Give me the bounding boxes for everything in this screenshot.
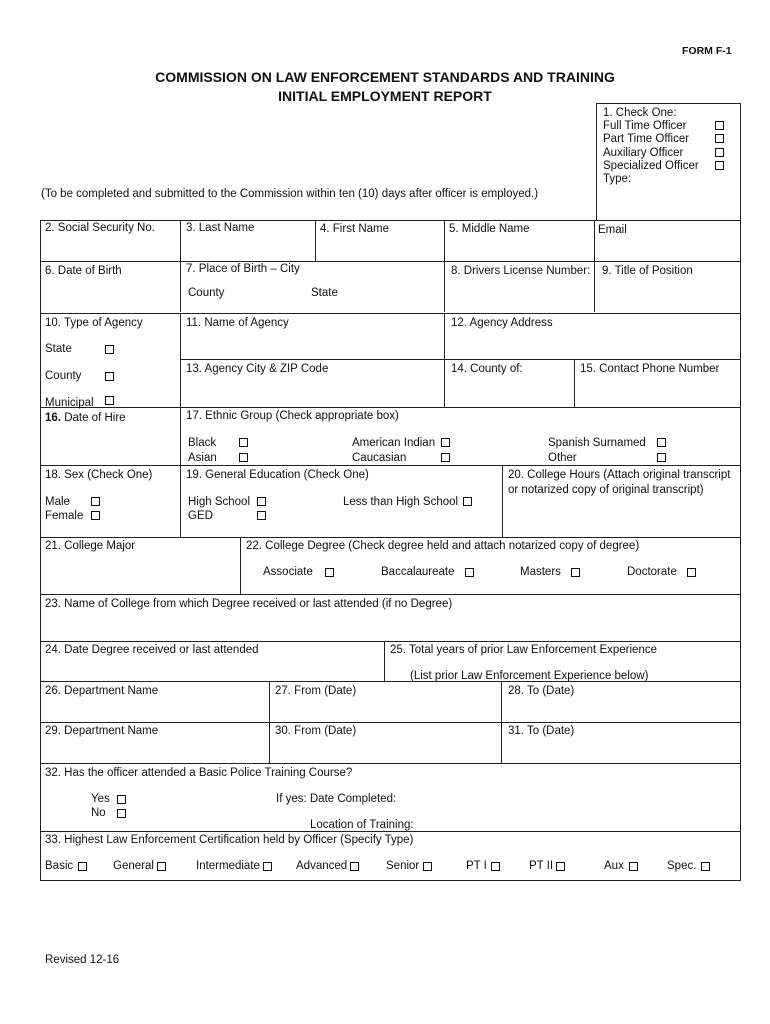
sex-label: 18. Sex (Check One) [45,469,153,481]
col-rule-j [240,537,241,594]
cert-pt1-checkbox[interactable] [491,862,500,871]
agency-county-checkbox[interactable] [105,372,114,381]
cert-intermediate-checkbox[interactable] [263,862,272,871]
cert-basic-label: Basic [45,860,74,872]
col-rule-k [384,641,385,681]
check-one-label: 1. Check One: [603,107,677,119]
col-rule-i [502,465,503,537]
row-rule-3 [40,313,741,314]
col-rule-f [444,313,445,407]
row-rule-6 [40,465,741,466]
date-degree-label: 24. Date Degree received or last attended [45,644,259,656]
basic-training-label: 32. Has the officer attended a Basic Police Training Course? [45,767,353,779]
form-id: FORM F-1 [682,45,732,57]
location-of-training-label: Location of Training: [310,819,414,831]
certification-label: 33. Highest Law Enforcement Certification held by Officer (Specify Type) [45,834,414,846]
row-rule-4 [180,359,741,360]
full-time-officer-checkbox[interactable] [715,121,724,130]
sex-female-checkbox[interactable] [91,511,100,520]
middle-name-label: 5. Middle Name [449,223,530,235]
education-high-school-label: High School [188,496,251,508]
cert-general-checkbox[interactable] [157,862,166,871]
general-education-label: 19. General Education (Check One) [186,469,369,481]
degree-masters-label: Masters [520,566,561,578]
revision-note: Revised 12-16 [45,954,120,966]
degree-masters-checkbox[interactable] [571,568,580,577]
date-of-hire-text: Date of Hire [61,412,126,424]
auxiliary-officer-checkbox[interactable] [715,148,724,157]
to-date-2-label: 31. To (Date) [508,725,575,737]
row-rule-11 [40,722,741,723]
cert-advanced-label: Advanced [296,860,348,872]
col-rule-g [574,359,575,407]
row-rule-5 [40,407,741,408]
pob-state-label: State [311,287,338,299]
cert-general-label: General [113,860,154,872]
form-bottom-border [40,880,741,881]
last-name-label: 3. Last Name [186,222,255,234]
ethnic-other-label: Other [548,452,577,464]
col-rule-c [444,220,445,312]
ethnic-spanish-surnamed-checkbox[interactable] [657,438,666,447]
degree-baccalaureate-checkbox[interactable] [465,568,474,577]
col-rule-e [180,313,181,466]
first-name-label: 4. First Name [320,223,390,235]
col-rule-d [594,220,595,312]
cert-pt2-checkbox[interactable] [556,862,565,871]
county-of-label: 14. County of: [451,363,523,375]
agency-type-county-label: County [45,370,82,382]
drivers-license-label: 8. Drivers License Number: [451,265,591,277]
ethnic-spanish-surnamed-label: Spanish Surnamed [548,437,646,449]
education-less-than-hs-label: Less than High School [343,496,459,508]
option-auxiliary-label: Auxiliary Officer [603,147,684,159]
prior-experience-note: (List prior Law Enforcement Experience below) [410,670,649,682]
degree-associate-checkbox[interactable] [325,568,334,577]
form-left-border [40,220,41,880]
col-rule-h [180,465,181,537]
agency-state-checkbox[interactable] [105,345,114,354]
check-one-top-border [596,103,740,104]
cert-advanced-checkbox[interactable] [350,862,359,871]
date-of-hire-label [45,412,126,424]
college-hours-label-line1: 20. College Hours (Attach original transcript [508,469,731,481]
date-of-hire-number: 16. [45,412,61,424]
ethnic-black-checkbox[interactable] [239,438,248,447]
department-name-1-label: 26. Department Name [45,685,159,697]
row-rule-8 [40,594,741,595]
prior-experience-label: 25. Total years of prior Law Enforcement Experience [390,644,657,656]
check-one-left-border [596,103,597,220]
cert-senior-checkbox[interactable] [423,862,432,871]
form-subtitle: INITIAL EMPLOYMENT REPORT [278,88,492,104]
ethnic-american-indian-label: American Indian [352,437,436,449]
education-less-than-hs-checkbox[interactable] [463,497,472,506]
col-rule-l [269,681,270,763]
pob-county-label: County [188,287,225,299]
option-part-time-label: Part Time Officer [603,133,690,145]
ssn-label: 2. Social Security No. [45,222,155,234]
agency-municipal-checkbox[interactable] [105,396,114,405]
sex-male-label: Male [45,496,70,508]
agency-address-label: 12. Agency Address [451,317,553,329]
training-no-label: No [91,807,106,819]
cert-intermediate-label: Intermediate [196,860,260,872]
place-of-birth-label: 7. Place of Birth – City [186,263,300,275]
option-full-time-label: Full Time Officer [603,120,687,132]
instruction-text: (To be completed and submitted to the Commission within ten (10) days after officer is employed.) [41,188,539,200]
college-hours-label-line2: or notarized copy of original transcript) [508,484,704,496]
row-rule-13 [40,831,741,832]
ethnic-american-indian-checkbox[interactable] [441,438,450,447]
college-name-label: 23. Name of College from which Degree received or last attended (if no Degree) [45,598,453,610]
ethnic-other-checkbox[interactable] [657,453,666,462]
sex-female-label: Female [45,510,84,522]
row-rule-12 [40,763,741,764]
training-no-checkbox[interactable] [117,809,126,818]
training-yes-label: Yes [91,793,110,805]
agency-type-municipal-label: Municipal [45,397,94,409]
contact-phone-label: 15. Contact Phone Number [580,363,720,375]
training-yes-checkbox[interactable] [117,795,126,804]
agency-type-label: 10. Type of Agency [45,317,143,329]
ethnic-black-label: Black [188,437,217,449]
to-date-1-label: 28. To (Date) [508,685,575,697]
dob-label: 6. Date of Birth [45,265,122,277]
ethnic-caucasian-checkbox[interactable] [441,453,450,462]
row-rule-1 [40,220,741,221]
cert-senior-label: Senior [386,860,420,872]
cert-aux-checkbox[interactable] [629,862,638,871]
education-ged-checkbox[interactable] [257,511,266,520]
degree-baccalaureate-label: Baccalaureate [381,566,455,578]
education-ged-label: GED [188,510,213,522]
cert-basic-checkbox[interactable] [78,862,87,871]
cert-spec-label: Spec. [667,860,697,872]
cert-spec-checkbox[interactable] [701,862,710,871]
email-label: Email [598,224,627,236]
college-degree-label: 22. College Degree (Check degree held and attach notarized copy of degree) [246,540,640,552]
degree-doctorate-checkbox[interactable] [687,568,696,577]
college-major-label: 21. College Major [45,540,136,552]
degree-doctorate-label: Doctorate [627,566,677,578]
cert-pt1-label: PT I [466,860,487,872]
ethnic-caucasian-label: Caucasian [352,452,407,464]
row-rule-9 [40,641,741,642]
col-rule-a [180,220,181,312]
option-specialized-label: Specialized Officer [603,160,699,172]
education-high-school-checkbox[interactable] [257,497,266,506]
from-date-1-label: 27. From (Date) [275,685,357,697]
officer-type-label: Type: [603,173,632,185]
ethnic-asian-label: Asian [188,452,217,464]
form-title: COMMISSION ON LAW ENFORCEMENT STANDARDS AND TRAINING [155,69,615,85]
agency-name-label: 11. Name of Agency [186,317,289,329]
from-date-2-label: 30. From (Date) [275,725,357,737]
date-completed-label: If yes: Date Completed: [276,793,397,805]
row-rule-7 [40,537,741,538]
part-time-officer-checkbox[interactable] [715,134,724,143]
agency-city-zip-label: 13. Agency City & ZIP Code [186,363,329,375]
cert-aux-label: Aux [604,860,624,872]
col-rule-m [501,681,502,763]
title-of-position-label: 9. Title of Position [602,265,693,277]
department-name-2-label: 29. Department Name [45,725,159,737]
sex-male-checkbox[interactable] [91,497,100,506]
specialized-officer-checkbox[interactable] [715,161,724,170]
cert-pt2-label: PT II [529,860,554,872]
row-rule-2 [40,261,741,262]
degree-associate-label: Associate [263,566,313,578]
ethnic-group-label: 17. Ethnic Group (Check appropriate box) [186,410,399,422]
agency-type-state-label: State [45,343,72,355]
ethnic-asian-checkbox[interactable] [239,453,248,462]
col-rule-b [315,220,316,261]
